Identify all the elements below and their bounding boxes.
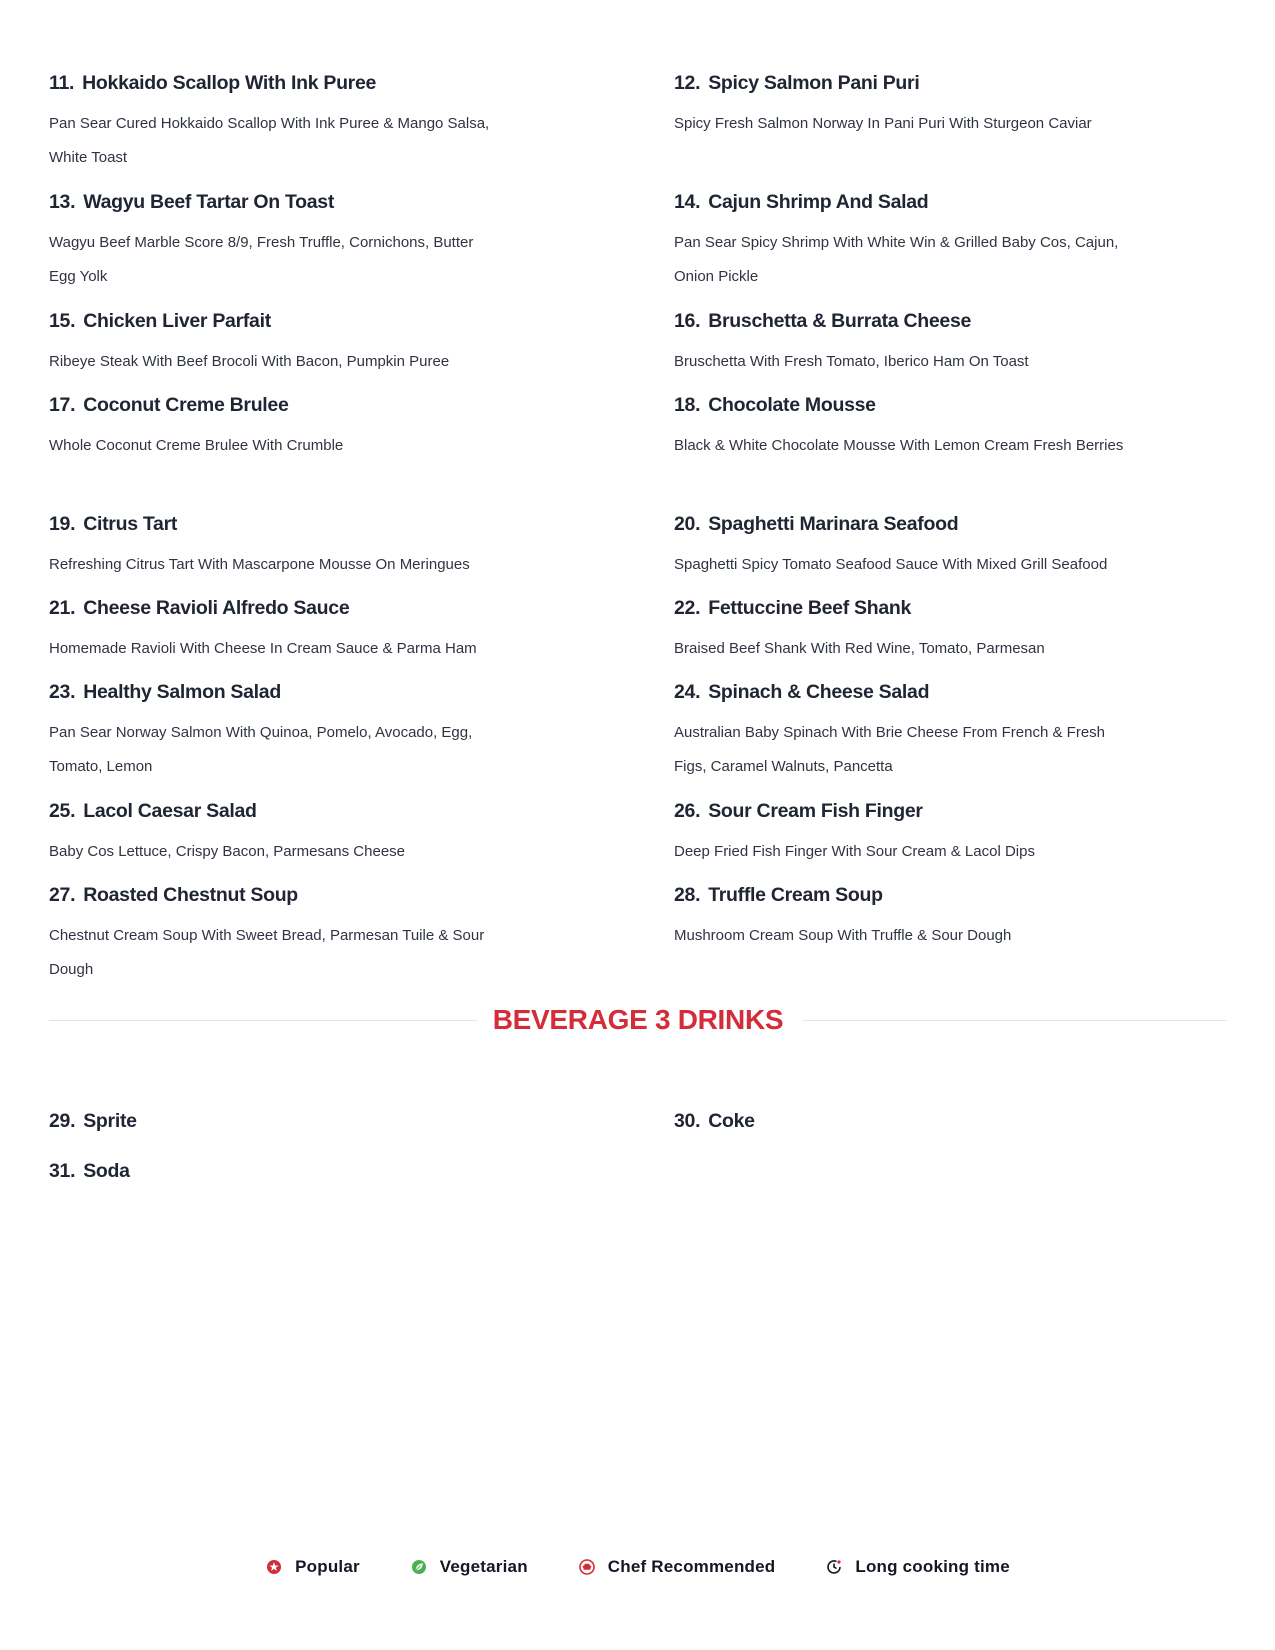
menu-item-number: 20. <box>674 513 701 535</box>
menu-item-name: Spaghetti Marinara Seafood <box>708 513 959 535</box>
menu-item <box>49 510 674 594</box>
legend-item-popular <box>265 1557 360 1577</box>
menu-item-name: Citrus Tart <box>83 513 178 535</box>
menu-item-description: Deep Fried Fish Finger With Sour Cream & Lacol Dips <box>674 843 1035 860</box>
menu-item-description: Braised Beef Shank With Red Wine, Tomato, Parmesan <box>674 640 1045 657</box>
menu-item-title <box>49 594 664 622</box>
section-divider-left <box>49 1020 477 1021</box>
menu-item <box>49 307 674 391</box>
legend-item-chef-recommended <box>578 1557 776 1577</box>
menu-item-description: Bruschetta With Fresh Tomato, Iberico Ham On Toast <box>674 353 1029 370</box>
menu-item-title <box>674 594 1217 622</box>
menu-item-description: Homemade Ravioli With Cheese In Cream Sauce & Parma Ham <box>49 640 477 657</box>
menu-items-grid <box>49 69 1227 1000</box>
legend-item-long-cooking-time <box>825 1557 1010 1577</box>
menu-item-description: Refreshing Citrus Tart With Mascarpone Mousse On Meringues <box>49 556 470 573</box>
legend-label: Long cooking time <box>855 1557 1010 1576</box>
beverage-items-grid <box>49 1107 1227 1207</box>
menu-item-number: 12. <box>674 72 701 94</box>
menu-item-name: Wagyu Beef Tartar On Toast <box>83 191 335 213</box>
menu-item <box>49 391 674 510</box>
menu-item <box>49 594 674 678</box>
menu-item <box>674 188 1227 307</box>
menu-item-name: Chicken Liver Parfait <box>83 310 271 332</box>
menu-item <box>49 678 674 797</box>
menu-item <box>49 881 674 1000</box>
menu-item-description: Mushroom Cream Soup With Truffle & Sour Dough <box>674 927 1012 944</box>
menu-item-number: 22. <box>674 597 701 619</box>
menu-item-name: Lacol Caesar Salad <box>83 800 257 822</box>
menu-item-name: Cheese Ravioli Alfredo Sauce <box>83 597 350 619</box>
legend-label: Chef Recommended <box>607 1557 776 1576</box>
menu-item-title <box>49 188 664 216</box>
menu-item-name: Hokkaido Scallop With Ink Puree <box>82 72 377 94</box>
menu-item-number: 19. <box>49 513 76 535</box>
menu-item-number: 25. <box>49 800 76 822</box>
menu-item-number: 24. <box>674 681 701 703</box>
menu-item-number: 18. <box>674 394 701 416</box>
section-divider-right <box>803 1020 1227 1021</box>
beverage-item <box>49 1157 674 1207</box>
legend <box>0 1557 1275 1577</box>
menu-item-number: 23. <box>49 681 76 703</box>
menu-item-name: Chocolate Mousse <box>708 394 876 416</box>
menu-item-description: Pan Sear Norway Salmon With Quinoa, Pomelo, Avocado, Egg, Tomato, Lemon <box>49 724 473 775</box>
menu-item <box>674 881 1227 1000</box>
menu-item-name: Sour Cream Fish Finger <box>708 800 923 822</box>
vegetarian-leaf-icon <box>410 1558 428 1576</box>
menu-item-description: Baby Cos Lettuce, Crispy Bacon, Parmesans Cheese <box>49 843 406 860</box>
menu-item-title <box>674 1107 1227 1135</box>
menu-item-description: Spaghetti Spicy Tomato Seafood Sauce With Mixed Grill Seafood <box>674 556 1108 573</box>
popular-star-icon <box>265 1558 283 1576</box>
clock-icon <box>825 1558 843 1576</box>
legend-label: Vegetarian <box>439 1557 528 1576</box>
menu-item-name: Cajun Shrimp And Salad <box>708 191 929 213</box>
menu-item-name: Bruschetta & Burrata Cheese <box>708 310 972 332</box>
menu-item-number: 17. <box>49 394 76 416</box>
menu-item-number: 15. <box>49 310 76 332</box>
menu-item <box>674 594 1227 678</box>
menu-item-number: 13. <box>49 191 76 213</box>
menu-item-title <box>674 69 1217 97</box>
menu-item-description: Wagyu Beef Marble Score 8/9, Fresh Truffle, Cornichons, Butter Egg Yolk <box>49 234 474 285</box>
menu-item-title <box>49 678 664 706</box>
menu-item <box>49 797 674 881</box>
menu-item <box>674 391 1227 510</box>
menu-item-number: 29. <box>49 1110 76 1132</box>
section-title: BEVERAGE 3 DRINKS <box>481 1004 796 1036</box>
beverage-section-header <box>49 1000 1227 1040</box>
menu-item-number: 21. <box>49 597 76 619</box>
legend-item-vegetarian <box>410 1557 528 1577</box>
menu-item-description: Whole Coconut Creme Brulee With Crumble <box>49 437 344 454</box>
menu-item-title <box>49 391 664 419</box>
menu-item-title <box>674 678 1217 706</box>
menu-item-name: Coke <box>708 1110 755 1132</box>
menu-page <box>49 0 1227 1207</box>
beverage-item <box>674 1107 1227 1157</box>
menu-item-description: Ribeye Steak With Beef Brocoli With Bacon, Pumpkin Puree <box>49 353 450 370</box>
menu-item-name: Fettuccine Beef Shank <box>708 597 912 619</box>
menu-item-title <box>674 510 1217 538</box>
menu-item-name: Spinach & Cheese Salad <box>708 681 930 703</box>
menu-item-name: Sprite <box>83 1110 137 1132</box>
menu-item <box>674 797 1227 881</box>
menu-item-title <box>49 1107 674 1135</box>
menu-item-number: 27. <box>49 884 76 906</box>
menu-item-description: Black & White Chocolate Mousse With Lemon Cream Fresh Berries <box>674 437 1124 454</box>
menu-item-name: Truffle Cream Soup <box>708 884 883 906</box>
menu-item <box>674 307 1227 391</box>
menu-item-name: Healthy Salmon Salad <box>83 681 281 703</box>
menu-item-description: Spicy Fresh Salmon Norway In Pani Puri With Sturgeon Caviar <box>674 115 1092 132</box>
legend-label: Popular <box>295 1557 360 1576</box>
menu-item-description: Chestnut Cream Soup With Sweet Bread, Parmesan Tuile & Sour Dough <box>49 927 485 978</box>
menu-item-description: Pan Sear Cured Hokkaido Scallop With Ink Puree & Mango Salsa, White Toast <box>49 115 490 166</box>
menu-item-number: 26. <box>674 800 701 822</box>
menu-item-title <box>674 797 1217 825</box>
menu-item-name: Soda <box>83 1160 130 1182</box>
menu-item-number: 30. <box>674 1110 701 1132</box>
menu-item-name: Roasted Chestnut Soup <box>83 884 298 906</box>
menu-item-title <box>49 307 664 335</box>
menu-item-number: 28. <box>674 884 701 906</box>
menu-item-title <box>49 69 664 97</box>
menu-item-title <box>674 188 1217 216</box>
menu-item <box>49 69 674 188</box>
menu-item-title <box>674 881 1217 909</box>
menu-item-description: Pan Sear Spicy Shrimp With White Win & Grilled Baby Cos, Cajun, Onion Pickle <box>674 234 1119 285</box>
menu-item <box>49 188 674 307</box>
menu-item-title <box>674 307 1217 335</box>
menu-item-title <box>49 881 664 909</box>
menu-item-description: Australian Baby Spinach With Brie Cheese From French & Fresh Figs, Caramel Walnuts, Pancetta <box>674 724 1106 775</box>
menu-item <box>674 510 1227 594</box>
menu-item-title <box>674 391 1217 419</box>
menu-item-number: 11. <box>49 72 75 94</box>
menu-item-number: 14. <box>674 191 701 213</box>
menu-item-number: 31. <box>49 1160 76 1182</box>
menu-item <box>674 69 1227 188</box>
menu-item-title <box>49 510 664 538</box>
chef-hat-icon <box>578 1558 596 1576</box>
menu-item-title <box>49 1157 674 1185</box>
menu-item <box>674 678 1227 797</box>
menu-item-title <box>49 797 664 825</box>
menu-item-name: Coconut Creme Brulee <box>83 394 289 416</box>
menu-item-name: Spicy Salmon Pani Puri <box>708 72 920 94</box>
menu-item-number: 16. <box>674 310 701 332</box>
beverage-item <box>49 1107 674 1157</box>
